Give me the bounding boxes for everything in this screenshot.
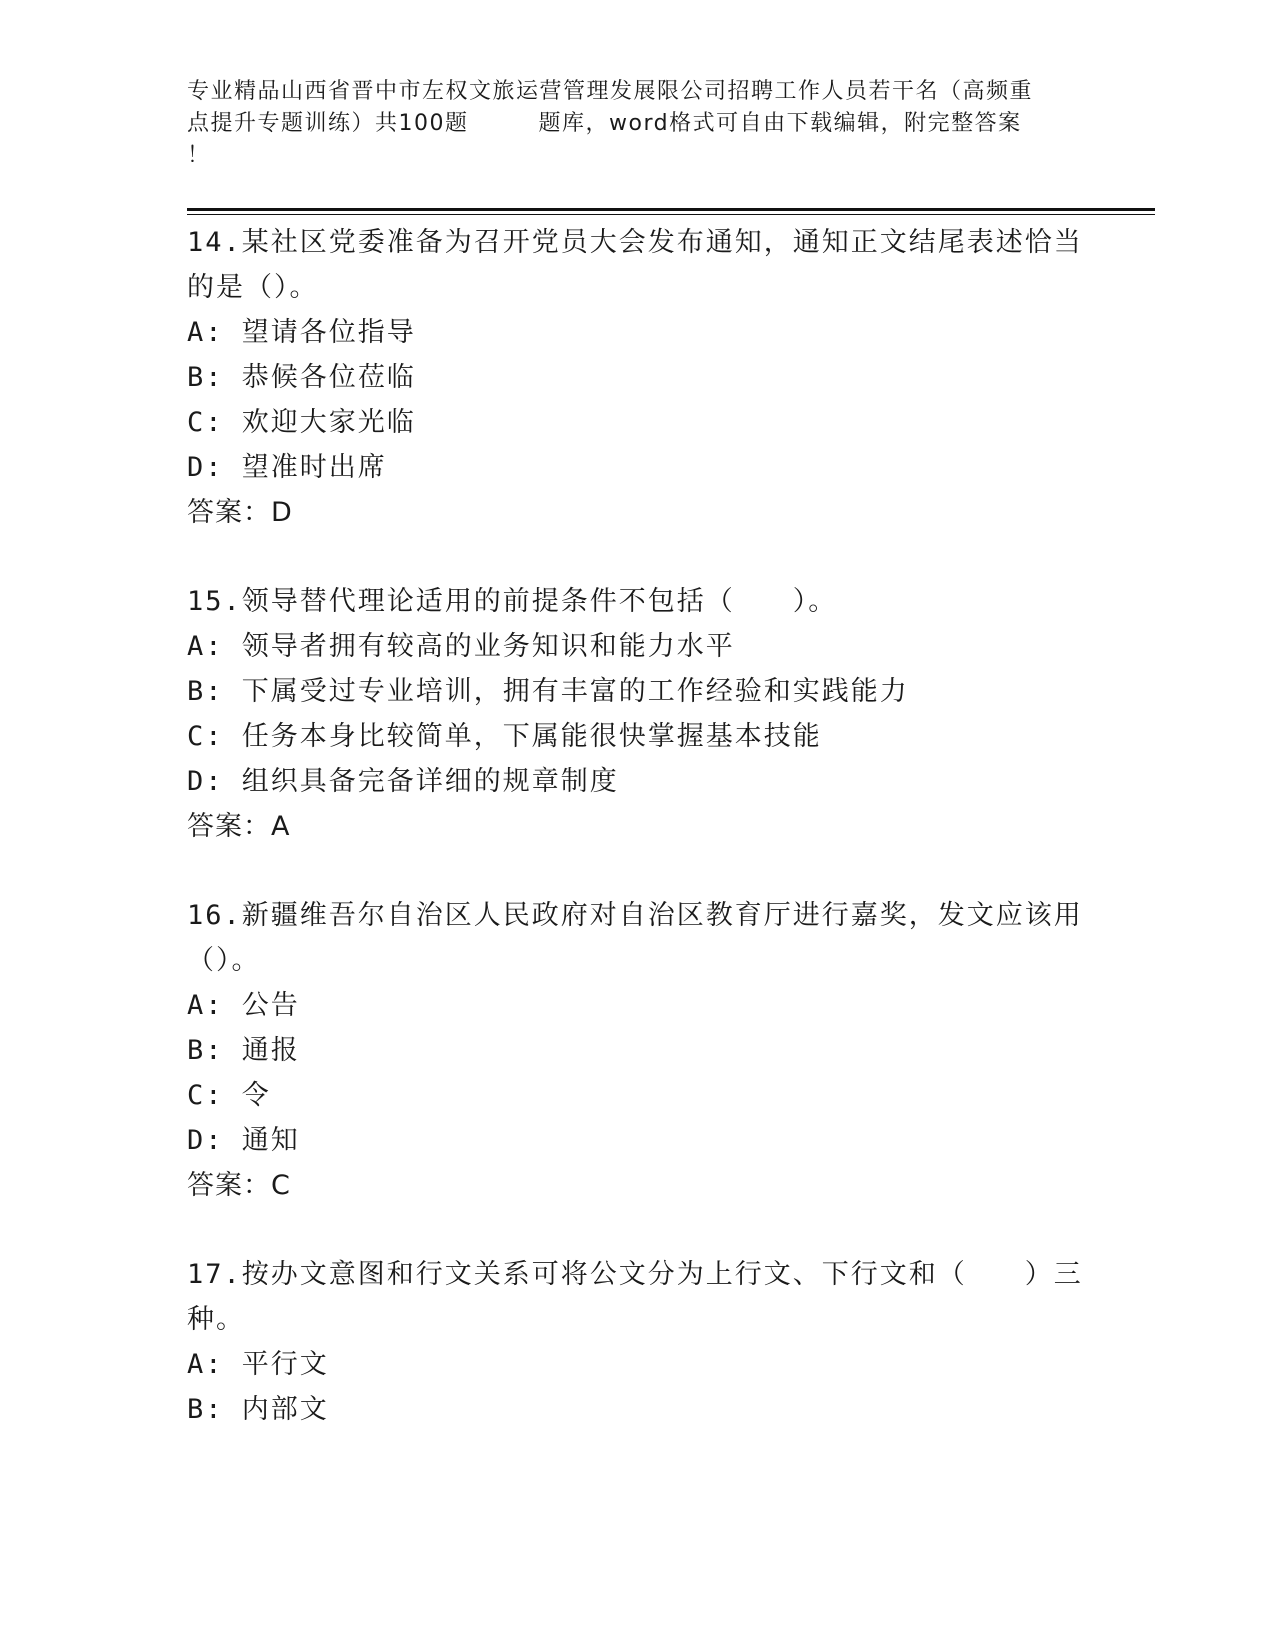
option-d: D: 望准时出席 [187, 452, 387, 483]
option-b: B: 恭候各位莅临 [187, 362, 416, 393]
answer: 答案：D [187, 497, 293, 528]
option-b: B: 通报 [187, 1035, 300, 1066]
header-line-1: 专业精品山西省晋中市左权文旅运营管理发展限公司招聘工作人员若干名（高频重 [187, 79, 1034, 104]
header-line-2 [187, 108, 1087, 140]
header-line-2-start: 点提升专题训练）共100题 [187, 111, 469, 136]
question-15 [187, 579, 1087, 849]
answer: 答案：A [187, 811, 291, 842]
option-c: C: 令 [187, 1080, 271, 1111]
option-a: A: 领导者拥有较高的业务知识和能力水平 [187, 631, 735, 662]
answer: 答案：C [187, 1170, 291, 1201]
option-c: C: 任务本身比较简单，下属能很快掌握基本技能 [187, 721, 822, 752]
option-d: D: 通知 [187, 1125, 300, 1156]
option-b: B: 下属受过专业培训，拥有丰富的工作经验和实践能力 [187, 676, 909, 707]
option-a: A: 平行文 [187, 1349, 329, 1380]
question-text: 15.领导替代理论适用的前提条件不包括（ ）。 [187, 586, 838, 617]
question-17 [187, 1252, 1087, 1432]
header-divider-thick [187, 208, 1155, 211]
header-line-2-end: 题库，word格式可自由下载编辑，附完整答案 [538, 111, 1022, 136]
header-divider-thin [187, 214, 1155, 215]
question-text: 17.按办文意图和行文关系可将公文分为上行文、下行文和（ ）三种。 [187, 1259, 1083, 1335]
question-text: 16.新疆维吾尔自治区人民政府对自治区教育厅进行嘉奖，发文应该用（）。 [187, 900, 1083, 976]
option-a: A: 望请各位指导 [187, 317, 416, 348]
document-header [187, 76, 1087, 172]
option-b: B: 内部文 [187, 1394, 329, 1425]
question-list [187, 220, 1087, 1476]
option-a: A: 公告 [187, 990, 300, 1021]
option-d: D: 组织具备完备详细的规章制度 [187, 766, 619, 797]
header-line-3: ！ [187, 143, 211, 168]
option-c: C: 欢迎大家光临 [187, 407, 416, 438]
question-text: 14.某社区党委准备为召开党员大会发布通知，通知正文结尾表述恰当的是（）。 [187, 227, 1083, 303]
question-14 [187, 220, 1087, 535]
question-16 [187, 893, 1087, 1208]
